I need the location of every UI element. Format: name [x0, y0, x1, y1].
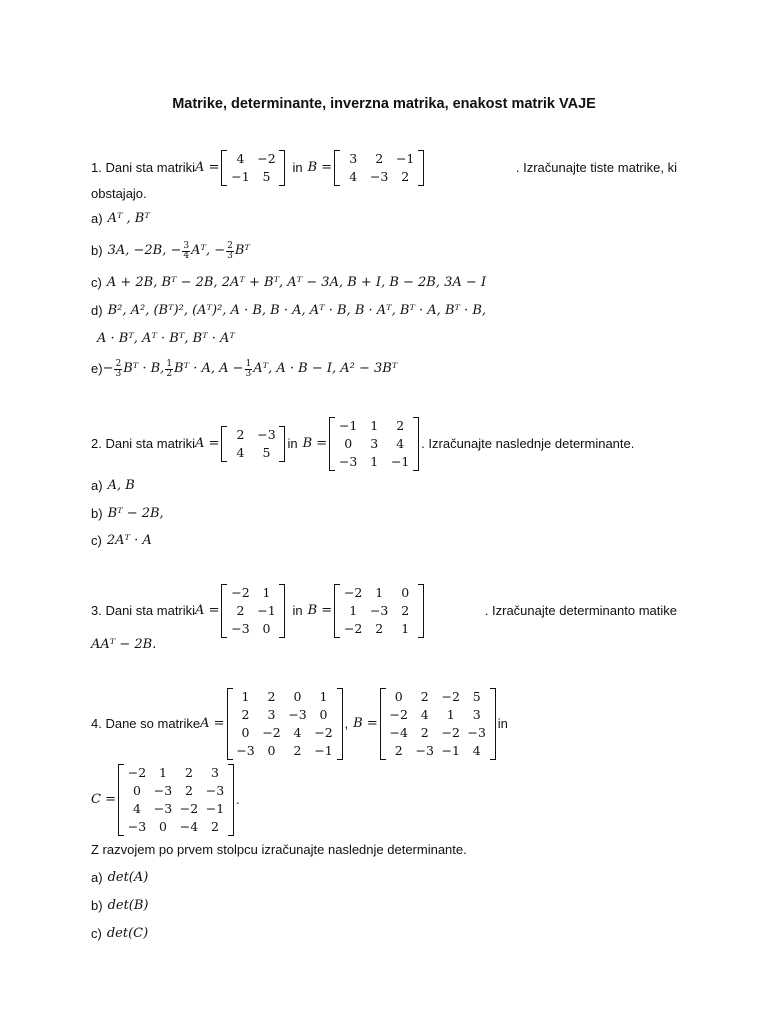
- matrix-cell: 0: [344, 436, 353, 451]
- matrix-cell: 2: [375, 621, 384, 636]
- matrix-cell: 2: [185, 765, 193, 780]
- item-label: b): [91, 898, 103, 913]
- item-label: c): [91, 533, 102, 548]
- item-expression: Aᵀ, −: [191, 243, 226, 258]
- matrix-cell: 4: [472, 743, 481, 758]
- problem-4-item-a: [91, 869, 677, 887]
- problem-4-c-label: C =: [91, 792, 116, 807]
- matrix-cell: 2: [394, 743, 403, 758]
- item-expression: −: [102, 361, 114, 376]
- fraction: $\frac{2}{3}$: [115, 358, 122, 379]
- problem-2-intro: 2. Dani sta matriki: [91, 436, 196, 451]
- matrix-cell: −1: [257, 603, 276, 618]
- item-expression: 2Aᵀ · A: [106, 533, 152, 548]
- item-expression: det(A): [107, 870, 149, 885]
- matrix-cell: 3: [267, 707, 276, 722]
- item-expression: Aᵀ, A · B − I, A² − 3Bᵀ: [253, 361, 398, 376]
- problem-4-instruction: Z razvojem po prvem stolpcu izračunajte naslednje determinante.: [91, 842, 467, 857]
- problem-4-statement: [91, 688, 677, 760]
- matrix-cell: −3: [257, 427, 276, 442]
- matrix-cell: −3: [415, 743, 434, 758]
- matrix-grid: [335, 417, 413, 471]
- matrix-cell: 2: [236, 603, 245, 618]
- matrix-cell: 1: [241, 689, 250, 704]
- problem-2-item-a: [91, 477, 677, 495]
- problem-1-b-label: B =: [307, 160, 333, 175]
- item-expression: det(B): [107, 898, 149, 913]
- problem-4-matrix-a: [227, 688, 343, 760]
- matrix-cell: −2: [231, 585, 250, 600]
- matrix-cell: 1: [319, 689, 328, 704]
- fraction: $\frac{1}{3}$: [245, 358, 252, 379]
- problem-1-item-b: [91, 240, 677, 262]
- matrix-cell: −1: [205, 801, 225, 816]
- item-label: b): [91, 506, 103, 521]
- item-expression: Aᵀ , Bᵀ: [107, 211, 150, 226]
- matrix-bracket-right: [413, 417, 419, 471]
- problem-4-matrix-c: [118, 764, 234, 836]
- matrix-cell: 0: [241, 725, 250, 740]
- problem-4-a-label: A =: [200, 716, 225, 731]
- matrix-cell: 1: [375, 585, 384, 600]
- matrix-cell: 0: [293, 689, 302, 704]
- matrix-cell: 2: [401, 603, 410, 618]
- item-expression: A + 2B, Bᵀ − 2B, 2Aᵀ + Bᵀ, Aᵀ − 3A, B + I, B − 2B, 3A − I: [106, 275, 487, 290]
- matrix-cell: −2: [179, 801, 199, 816]
- problem-1-a-label: A =: [195, 160, 220, 175]
- matrix-cell: 1: [159, 765, 167, 780]
- item-expression: Bᵀ · A, A −: [174, 361, 244, 376]
- matrix-cell: 0: [319, 707, 328, 722]
- matrix-cell: 4: [396, 436, 405, 451]
- problem-2-task: . Izračunajte naslednje determinante.: [421, 436, 635, 451]
- matrix-cell: 2: [420, 689, 429, 704]
- matrix-cell: −3: [205, 783, 225, 798]
- matrix-cell: −1: [338, 418, 358, 433]
- matrix-cell: 2: [267, 689, 276, 704]
- matrix-grid: [124, 764, 228, 836]
- matrix-cell: −3: [369, 603, 389, 618]
- problem-3-statement: [91, 585, 677, 637]
- problem-1-in: in: [292, 160, 303, 175]
- item-label: e): [91, 361, 103, 376]
- matrix-cell: 3: [370, 436, 379, 451]
- matrix-cell: 3: [472, 707, 481, 722]
- problem-3-intro: 3. Dani sta matriki: [91, 603, 196, 618]
- item-label: b): [91, 243, 103, 258]
- matrix-cell: 4: [133, 801, 141, 816]
- matrix-bracket-right: [418, 584, 424, 638]
- matrix-cell: −3: [153, 801, 173, 816]
- matrix-grid: [386, 688, 490, 760]
- problem-2-item-c: [91, 532, 677, 550]
- matrix-cell: 1: [349, 603, 358, 618]
- matrix-bracket-right: [228, 764, 234, 836]
- item-expression: 3A, −2B, −: [107, 243, 182, 258]
- matrix-bracket-right: [490, 688, 496, 760]
- matrix-cell: 5: [472, 689, 481, 704]
- period: .: [235, 792, 240, 807]
- matrix-cell: 4: [420, 707, 429, 722]
- matrix-cell: −2: [441, 689, 460, 704]
- matrix-cell: 0: [133, 783, 141, 798]
- problem-3-in: in: [292, 603, 303, 618]
- problem-3-matrix-b: [334, 584, 424, 638]
- fraction: $\frac{1}{2}$: [166, 358, 173, 379]
- item-label: a): [91, 478, 103, 493]
- matrix-cell: 3: [349, 151, 358, 166]
- item-expression: Bᵀ · B,: [123, 361, 165, 376]
- matrix-cell: 2: [420, 725, 429, 740]
- matrix-cell: −3: [369, 169, 389, 184]
- item-expression: Bᵀ − 2B,: [107, 506, 164, 521]
- matrix-cell: −3: [153, 783, 173, 798]
- problem-3-task: . Izračunajte determinanto matike: [484, 603, 677, 618]
- matrix-cell: −3: [236, 743, 255, 758]
- matrix-bracket-right: [279, 150, 285, 186]
- matrix-bracket-right: [418, 150, 424, 186]
- matrix-cell: 0: [159, 819, 167, 834]
- problem-2-matrix-a: [221, 426, 285, 462]
- item-expression: A · Bᵀ, Aᵀ · Bᵀ, Bᵀ · Aᵀ: [97, 331, 235, 346]
- matrix-cell: −2: [343, 585, 363, 600]
- matrix-cell: 2: [396, 418, 405, 433]
- matrix-grid: [340, 150, 418, 186]
- matrix-cell: 4: [236, 151, 245, 166]
- matrix-cell: −2: [314, 725, 333, 740]
- matrix-cell: −2: [441, 725, 460, 740]
- matrix-bracket-right: [337, 688, 343, 760]
- matrix-cell: 2: [236, 427, 245, 442]
- matrix-cell: 4: [236, 445, 245, 460]
- matrix-cell: 0: [267, 743, 276, 758]
- problem-1-matrix-a: [221, 150, 285, 186]
- problem-2-statement: [91, 418, 677, 470]
- item-label: d): [91, 303, 103, 318]
- problem-1-statement-cont: obstajajo.: [91, 186, 147, 201]
- problem-4-matrix-c-line: [91, 764, 677, 836]
- matrix-bracket-right: [279, 584, 285, 638]
- problem-4-matrix-b: [380, 688, 496, 760]
- matrix-grid: [227, 426, 279, 462]
- problem-2-b-label: B =: [302, 436, 328, 451]
- matrix-cell: 0: [394, 689, 403, 704]
- problem-2-matrix-b: [329, 417, 419, 471]
- matrix-cell: −3: [127, 819, 147, 834]
- matrix-cell: −4: [179, 819, 199, 834]
- matrix-grid: [233, 688, 337, 760]
- matrix-cell: 3: [211, 765, 219, 780]
- item-expression: A, B: [107, 478, 135, 493]
- matrix-cell: 1: [401, 621, 410, 636]
- separator: ,: [344, 716, 349, 731]
- page-title: Matrike, determinante, inverzna matrika, enakost matrik VAJE: [172, 96, 596, 112]
- fraction: $\frac{2}{3}$: [227, 240, 233, 261]
- matrix-cell: 0: [401, 585, 410, 600]
- matrix-cell: 4: [349, 169, 358, 184]
- item-expression: B², A², (Bᵀ)², (Aᵀ)², A · B, B · A, Aᵀ · B, B · Aᵀ, Bᵀ · A, Bᵀ · B,: [107, 303, 487, 318]
- matrix-cell: −4: [389, 725, 408, 740]
- problem-4-in: in: [497, 716, 508, 731]
- matrix-cell: −3: [288, 707, 307, 722]
- matrix-cell: 5: [262, 169, 271, 184]
- item-label: a): [91, 870, 103, 885]
- problem-3-a-label: A =: [195, 603, 220, 618]
- problem-4-b-label: B =: [353, 716, 378, 731]
- matrix-cell: −3: [338, 454, 358, 469]
- matrix-grid: [340, 584, 418, 638]
- item-expression: AAᵀ − 2B.: [91, 637, 157, 652]
- matrix-cell: 1: [262, 585, 271, 600]
- problem-1-item-c: [91, 274, 677, 292]
- problem-2-item-b: [91, 505, 677, 523]
- item-label: a): [91, 211, 103, 226]
- matrix-cell: −3: [231, 621, 250, 636]
- matrix-cell: 1: [370, 454, 379, 469]
- item-expression: det(C): [106, 926, 149, 941]
- item-label: c): [91, 275, 102, 290]
- matrix-cell: 1: [446, 707, 455, 722]
- matrix-cell: −1: [231, 169, 250, 184]
- matrix-cell: 2: [401, 169, 410, 184]
- matrix-cell: 2: [375, 151, 384, 166]
- problem-3-b-label: B =: [307, 603, 333, 618]
- problem-3-expression: [91, 636, 677, 654]
- matrix-cell: −2: [257, 151, 276, 166]
- problem-4-item-c: [91, 925, 677, 943]
- matrix-cell: −1: [441, 743, 460, 758]
- matrix-grid: [227, 584, 279, 638]
- problem-1-item-d: [91, 302, 677, 320]
- problem-1-item-a: [91, 210, 677, 228]
- matrix-bracket-right: [279, 426, 285, 462]
- matrix-cell: −1: [314, 743, 333, 758]
- problem-1-matrix-b: [334, 150, 424, 186]
- problem-4-intro: 4. Dane so matrike: [91, 716, 201, 731]
- problem-1-statement: [91, 150, 677, 186]
- matrix-cell: 4: [293, 725, 302, 740]
- matrix-cell: −2: [343, 621, 363, 636]
- problem-2-in: in: [287, 436, 298, 451]
- matrix-cell: −2: [262, 725, 281, 740]
- problem-4-item-b: [91, 897, 677, 915]
- problem-2-a-label: A =: [195, 436, 220, 451]
- matrix-cell: 5: [262, 445, 271, 460]
- matrix-cell: −1: [395, 151, 415, 166]
- matrix-cell: 2: [185, 783, 193, 798]
- problem-1-item-e: [91, 358, 677, 380]
- item-expression: Bᵀ: [234, 243, 250, 258]
- matrix-cell: 2: [241, 707, 250, 722]
- matrix-cell: −1: [390, 454, 410, 469]
- matrix-cell: −3: [467, 725, 486, 740]
- matrix-cell: −2: [389, 707, 408, 722]
- problem-1-item-d-cont: [97, 330, 677, 348]
- problem-3-matrix-a: [221, 584, 285, 638]
- problem-1-intro: 1. Dani sta matriki: [91, 160, 196, 175]
- item-label: c): [91, 926, 102, 941]
- matrix-cell: 0: [262, 621, 271, 636]
- matrix-cell: 2: [211, 819, 219, 834]
- matrix-cell: −2: [127, 765, 147, 780]
- matrix-cell: 1: [370, 418, 379, 433]
- problem-1-task: . Izračunajte tiste matrike, ki: [515, 160, 677, 175]
- matrix-grid: [227, 150, 279, 186]
- matrix-cell: 2: [293, 743, 302, 758]
- fraction: $\frac{3}{4}$: [183, 240, 190, 261]
